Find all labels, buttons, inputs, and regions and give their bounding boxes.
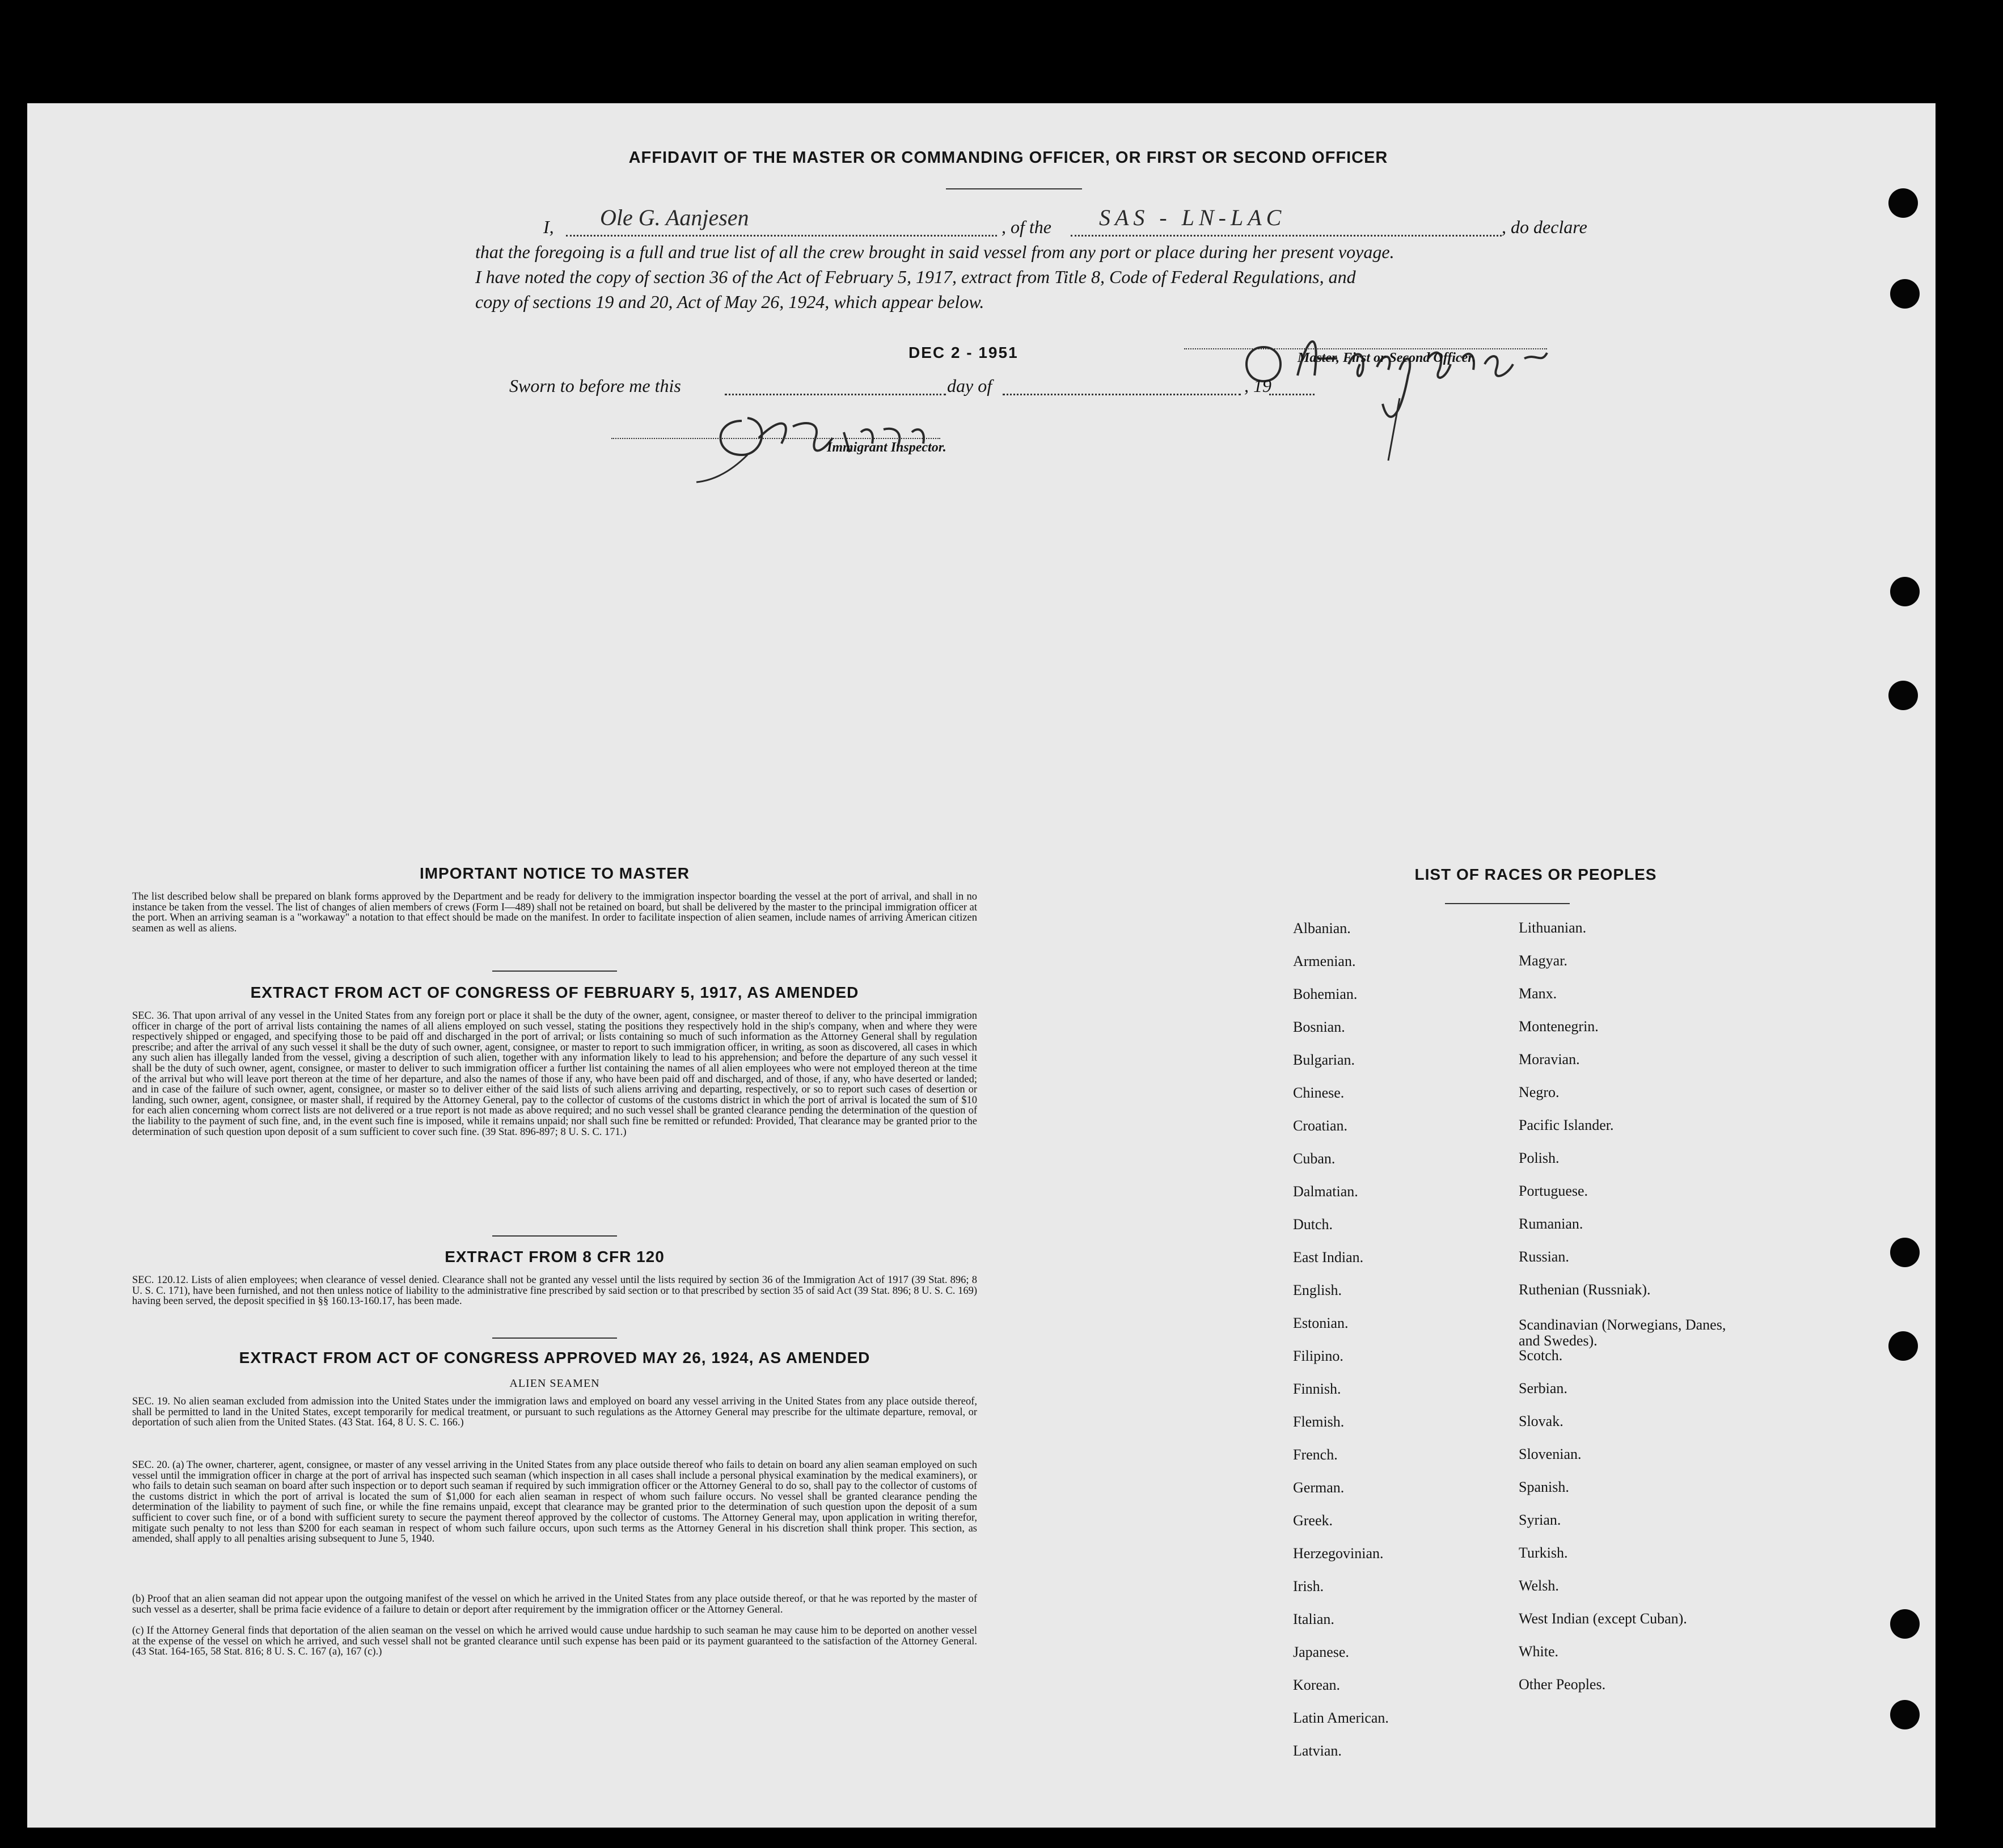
divider: [492, 1338, 617, 1339]
race-item: Russian.: [1519, 1248, 1569, 1265]
race-item: Polish.: [1519, 1150, 1560, 1166]
affidavit-line-4: copy of sections 19 and 20, Act of May 26, 1924, which appear below.: [475, 292, 984, 312]
race-item: Italian.: [1293, 1611, 1334, 1627]
race-item: Syrian.: [1519, 1512, 1561, 1528]
master-signature: [1218, 296, 1581, 466]
race-item: English.: [1293, 1282, 1342, 1298]
race-item: Scotch.: [1519, 1347, 1563, 1364]
divider: [492, 1235, 617, 1237]
race-item: Estonian.: [1293, 1315, 1349, 1331]
vessel-line: [1071, 235, 1502, 237]
race-item: Slovak.: [1519, 1413, 1563, 1429]
race-item: Korean.: [1293, 1677, 1341, 1693]
name-line: [566, 235, 997, 237]
punch-hole: [1890, 577, 1920, 606]
extract-1924-sec20: SEC. 20. (a) The owner, charterer, agent, consignee, or master of any vessel arriving in the United States from any place outside thereof who fails to detain on board any alien seaman employed on such vessel until the immigration officer in charge at the port of arrival has inspected such seaman (which inspection in all cases shall include a personal physical examination by the medical examiners), or who fails to detain such seaman on board after such inspection or to deport such seaman if required by such immigration officer or the Attorney General to do so, shall pay to the collector of customs of the customs district in which the port of arrival is located the sum of $1,000 for each alien seaman in respect of whom such failure occurs. No vessel shall be granted clearance pending the determination of the liability to payment of such fine, or while the fine remains unpaid, except that clearance may be granted prior to the determination of such question upon the deposit of a sum sufficient to cover such fine, or of a bond with sufficient surety to secure the payment thereof approved by the collector of customs. The Attorney General may, upon application in writing therefor, mitigate such penalty to not less than $200 for each seaman in respect of whom such failure occurs, upon such terms as the Attorney General in his discretion shall think proper. This section, as amended, shall apply to all penalties arising subsequent to June 5, 1940.: [132, 1459, 977, 1545]
race-item: Lithuanian.: [1519, 919, 1587, 936]
race-item: Montenegrin.: [1519, 1018, 1599, 1035]
race-item: Latvian.: [1293, 1742, 1342, 1759]
punch-hole: [1888, 1331, 1918, 1361]
race-item: Armenian.: [1293, 953, 1356, 969]
race-item: Bohemian.: [1293, 986, 1358, 1002]
race-item: Magyar.: [1519, 952, 1567, 969]
race-item: Filipino.: [1293, 1348, 1343, 1364]
race-item: White.: [1519, 1643, 1559, 1660]
master-signature-line: [1184, 348, 1547, 349]
race-item: Other Peoples.: [1519, 1676, 1606, 1693]
race-item: Portuguese.: [1519, 1183, 1588, 1199]
sworn-line: [725, 394, 946, 395]
race-item: Croatian.: [1293, 1117, 1348, 1134]
race-item: Dalmatian.: [1293, 1183, 1358, 1200]
race-item: Manx.: [1519, 985, 1557, 1002]
punch-hole: [1888, 681, 1918, 710]
race-item: Pacific Islander.: [1519, 1117, 1614, 1133]
extract-1924-sec19: SEC. 19. No alien seaman excluded from admission into the United States under the immigration laws and employed on board any vessel arriving in the United States from any place outside thereof, shall be permitted to land in the United States, except temporarily for medical treatment, or pursuant to such regulations as the Attorney General may prescribe for the ultimate departure, removal, or deportation of such alien from the United States. (43 Stat. 164, 8 U. S. C. 166.): [132, 1396, 977, 1429]
race-item: Welsh.: [1519, 1577, 1559, 1594]
day-of-label: day of: [947, 375, 992, 396]
race-item: Chinese.: [1293, 1085, 1345, 1101]
punch-hole: [1890, 1700, 1920, 1729]
race-item: Scandinavian (Norwegians, Danes, and Swedes).: [1519, 1317, 1726, 1349]
affidavit-line-3: I have noted the copy of section 36 of the Act of February 5, 1917, extract from Title 8, Code of Federal Regulations, and: [475, 267, 1356, 287]
race-item: Spanish.: [1519, 1479, 1569, 1495]
extract-cfr-heading: EXTRACT FROM 8 CFR 120: [445, 1248, 665, 1265]
extract-1924-para-b: (b) Proof that an alien seaman did not appear upon the outgoing manifest of the vessel on which he arrived in the United States from any place outside thereof, or that he was reported by the master of such vessel as a deserter, shall be prima facie evidence of a failure to detain or deport after requirement by the immigration officer or the Attorney General.: [132, 1593, 977, 1615]
extract-1917-heading: EXTRACT FROM ACT OF CONGRESS OF FEBRUARY 5, 1917, AS AMENDED: [250, 984, 859, 1001]
inspector-signature-label: Immigrant Inspector.: [827, 440, 946, 455]
race-item: West Indian (except Cuban).: [1519, 1610, 1687, 1627]
race-item: French.: [1293, 1446, 1338, 1463]
master-name-handwritten: Ole G. Aanjesen: [600, 205, 749, 230]
race-item: Slovenian.: [1519, 1446, 1582, 1462]
year-line: [1269, 394, 1315, 395]
race-item: Herzegovinian.: [1293, 1545, 1384, 1562]
extract-1924-heading: EXTRACT FROM ACT OF CONGRESS APPROVED MAY 26, 1924, AS AMENDED: [239, 1349, 870, 1366]
race-item: Bulgarian.: [1293, 1052, 1355, 1068]
race-item: East Indian.: [1293, 1249, 1364, 1265]
notice-heading: IMPORTANT NOTICE TO MASTER: [419, 864, 690, 882]
extract-1917-body: SEC. 36. That upon arrival of any vessel in the United States from any foreign port or place it shall be the duty of the owner, agent, consignee, or master thereof to deliver to the principal immigration officer in charge of the port of arrival lists containing the names of all aliens employed on such vessel, stating the positions they respectively hold in the ship's company, when and where they were respectively shipped or engaged, and specifying those to be paid off and discharged in the port of arrival; or lists containing so much of such information as the Attorney General shall by regulation prescribe; and after the arrival of any such vessel it shall be the duty of such owner, agent, consignee, or master to report to such immigration officer, in writing, as soon as discovered, all cases in which any such alien has illegally landed from the vessel, giving a description of such alien, together with any information likely to lead to his apprehension; and before the departure of any such vessel it shall be the duty of such owner, agent, consignee, or master to deliver to such immigration officer a further list containing the names of all alien employees who were not employed thereon at the time of the arrival but who will leave port thereon at the time of her departure, and also the names of those if any, who have been paid off and discharged, and of those, if any, who have deserted or landed; and in case of the failure of such owner, agent, consignee, or master so to deliver either of the said lists of such aliens arriving and departing, respectively, or so to report such cases of desertion or landing, such owner, agent, consignee, or master shall, if required by the Attorney General, pay to the collector of customs of the customs district in which the port of arrival is located the sum of $10 for each alien concerning whom correct lists are not delivered or a true report is not made as above required; and no such vessel shall be granted clearance pending the determination of the question of the liability to the payment of such fine, and, in the event such fine is imposed, while it remains unpaid; nor shall such fine be remitted or refunded: Provided, That clearance may be granted prior to the determination of such question upon deposit of a sum sufficient to cover such fine. (39 Stat. 896-897; 8 U. S. C. 171.): [132, 1010, 977, 1138]
race-item: Ruthenian (Russniak).: [1519, 1281, 1651, 1298]
affidavit-i-label: I,: [543, 217, 554, 237]
race-item: Dutch.: [1293, 1216, 1333, 1233]
do-declare-label: , do declare: [1502, 217, 1587, 237]
divider: [492, 971, 617, 972]
extract-1924-para-c: (c) If the Attorney General finds that deportation of the alien seaman on the vessel on which he arrived would cause undue hardship to such seaman he may cause him to be deported on another vessel at the expense of the vessel on which he arrived, and such vessel shall not be granted clearance until such expense has been paid or its payment guaranteed to the satisfaction of the Attorney General. (43 Stat. 164-165, 58 Stat. 816; 8 U. S. C. 167 (a), 167 (c).): [132, 1625, 977, 1658]
divider: [1445, 903, 1570, 904]
race-item: Bosnian.: [1293, 1019, 1345, 1035]
race-item: Turkish.: [1519, 1545, 1568, 1561]
year-prefix: , 19: [1244, 375, 1271, 396]
race-item: Serbian.: [1519, 1380, 1567, 1396]
race-item: Albanian.: [1293, 920, 1351, 936]
race-item: German.: [1293, 1479, 1345, 1496]
vessel-name-handwritten: SAS - LN-LAC: [1099, 205, 1286, 230]
race-item: Irish.: [1293, 1578, 1324, 1594]
race-item: Moravian.: [1519, 1051, 1580, 1068]
month-line: [1003, 394, 1241, 395]
race-item: Negro.: [1519, 1084, 1560, 1100]
race-item: Finnish.: [1293, 1381, 1341, 1397]
affidavit-line-2: that the foregoing is a full and true list of all the crew brought in said vessel from any port or place during her present voyage.: [475, 242, 1395, 262]
race-item: Japanese.: [1293, 1644, 1349, 1660]
punch-hole: [1890, 1238, 1920, 1267]
race-item: Greek.: [1293, 1512, 1333, 1529]
date-stamp: DEC 2 - 1951: [908, 344, 1019, 361]
master-signature-label: Master, First or Second Officer.: [1298, 351, 1476, 365]
race-item: Flemish.: [1293, 1414, 1345, 1430]
race-item: Rumanian.: [1519, 1216, 1583, 1232]
race-item: Cuban.: [1293, 1150, 1336, 1167]
races-heading: LIST OF RACES OR PEOPLES: [1414, 866, 1657, 883]
punch-hole: [1890, 1609, 1920, 1639]
punch-hole: [1888, 188, 1918, 218]
notice-body: The list described below shall be prepared on blank forms approved by the Department and be ready for delivery to the immigration inspector boarding the vessel at the port of arrival, and shall in no instance be taken from the vessel. The list of changes of alien members of crews (Form I—489) shall not be retained on board, but shall be delivered by the master to the principal immigration officer at the port. When an arriving seaman is a "workaway" a notation to that effect should be made on the manifest. In order to facilitate inspection of alien seamen, include names of arriving American citizen seamen as well as aliens.: [132, 891, 977, 934]
race-item: Latin American.: [1293, 1710, 1389, 1726]
extract-cfr-body: SEC. 120.12. Lists of alien employees; when clearance of vessel denied. Clearance shall not be granted any vessel until the lists required by section 36 of the Immigration Act of 1917 (39 Stat. 896; 8 U. S. C. 171), have been furnished, and not then unless notice of liability to the administrative fine prescribed by said section or to that prescribed by section 35 of said Act (39 Stat. 896; 8 U. S. C. 169) having been served, the deposit specified in §§ 160.13-160.17, has been made.: [132, 1275, 977, 1307]
divider: [946, 188, 1082, 189]
affidavit-title: AFFIDAVIT OF THE MASTER OR COMMANDING OFFICER, OR FIRST OR SECOND OFFICER: [628, 149, 1388, 167]
sworn-label: Sworn to before me this: [509, 375, 681, 396]
punch-hole: [1890, 279, 1920, 309]
extract-1924-subheading: ALIEN SEAMEN: [509, 1377, 600, 1390]
of-the-label: , of the: [1002, 217, 1051, 237]
document-page: [27, 103, 1936, 1828]
inspector-signature-line: [611, 438, 940, 439]
